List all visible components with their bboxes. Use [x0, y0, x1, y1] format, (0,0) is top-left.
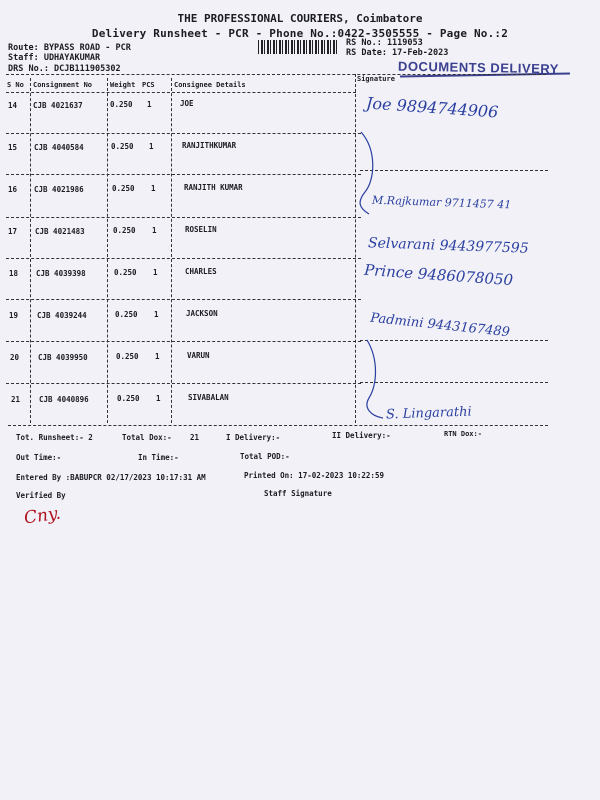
total-dox-label: Total Dox:- — [122, 433, 172, 442]
row-pcs: 1 — [151, 184, 156, 193]
col-header-pcs: PCS — [142, 81, 155, 89]
total-pod-label: Total POD:- — [240, 452, 290, 461]
rs-number: RS No.: 1119053 — [346, 38, 423, 48]
row-sno: 17 — [8, 227, 18, 236]
row-weight: 0.250 — [111, 142, 134, 151]
out-time-label: Out Time:- — [16, 453, 62, 462]
brace-upper — [360, 132, 373, 214]
row-pcs: 1 — [155, 352, 160, 361]
row-weight: 0.250 — [116, 352, 139, 361]
row-sno: 15 — [8, 143, 18, 152]
row-consignee: JOE — [180, 99, 194, 108]
printed-on: Printed On: 17-02-2023 10:22:59 — [244, 471, 384, 480]
row-rule — [6, 299, 361, 300]
row-pcs: 1 — [149, 142, 154, 151]
signature-row-17: Selvarani 9443977595 — [367, 235, 529, 257]
entered-by: Entered By :BABUPCR 02/17/2023 10:17:31 AM — [16, 473, 206, 482]
row-rule — [6, 258, 361, 259]
row-weight: 0.250 — [112, 184, 135, 193]
signature-row-16: M.Rajkumar 9711457 41 — [371, 193, 512, 212]
row-consignment: CJB 4040896 — [39, 395, 89, 404]
signature-row-14: Joe 9894744906 — [365, 93, 499, 122]
rs-date: RS Date: 17-Feb-2023 — [346, 48, 449, 58]
col-divider-3 — [171, 78, 172, 423]
row-weight: 0.250 — [117, 394, 140, 403]
row-weight: 0.250 — [113, 226, 136, 235]
row-consignee: RANJITH KUMAR — [184, 183, 243, 192]
row-pcs: 1 — [152, 226, 157, 235]
signature-row-19: Padmini 9443167489 — [369, 310, 511, 341]
row-pcs: 1 — [156, 394, 161, 403]
col-header-signature: Signature — [357, 75, 395, 83]
row-sno: 20 — [10, 353, 20, 362]
row-rule — [6, 341, 361, 342]
row-sno: 21 — [11, 395, 21, 404]
brace-lower — [367, 340, 383, 418]
i-delivery-label: I Delivery:- — [226, 433, 281, 442]
verifier-signature: Cny. — [22, 503, 62, 529]
row-consignee: ROSELIN — [185, 225, 217, 234]
company-title: THE PROFESSIONAL COURIERS, Coimbatore — [177, 12, 423, 25]
rtn-dox-label: RTN Dox:- — [444, 430, 482, 438]
row-consignment: CJB 4039398 — [36, 269, 86, 278]
table-top-rule — [6, 74, 546, 75]
row-consignment: CJB 4040584 — [34, 143, 84, 152]
row-consignment: CJB 4021637 — [33, 101, 83, 110]
signature-row-18: Prince 9486078050 — [363, 260, 514, 290]
row-rule — [6, 133, 361, 134]
handwritten-brace-marks — [355, 130, 395, 430]
row-weight: 0.250 — [110, 100, 133, 109]
row-consignment: CJB 4039950 — [38, 353, 88, 362]
staff-label: Staff: UDHAYAKUMAR — [8, 53, 101, 63]
row-consignee: SIVABALAN — [188, 393, 229, 402]
table-bottom-rule — [8, 425, 548, 426]
drs-number: DRS No.: DCJB111905302 — [8, 64, 121, 74]
row-consignee: CHARLES — [185, 267, 217, 276]
documents-delivery-stamp: DOCUMENTS DELIVERY — [397, 58, 560, 77]
row-rule — [6, 174, 361, 175]
col-divider-2 — [107, 78, 108, 423]
total-dox-value: 21 — [190, 433, 200, 442]
row-pcs: 1 — [153, 268, 158, 277]
col-header-weight: Weight — [110, 81, 136, 89]
tot-runsheet: Tot. Runsheet:- 2 — [16, 433, 93, 442]
row-sno: 16 — [8, 185, 18, 194]
signature-row-21: S. Lingarathi — [385, 404, 472, 423]
row-consignee: JACKSON — [186, 309, 218, 318]
row-weight: 0.250 — [115, 310, 138, 319]
row-sno: 14 — [8, 101, 18, 110]
row-consignee: RANJITHKUMAR — [182, 141, 237, 150]
row-weight: 0.250 — [114, 268, 137, 277]
col-header-consignment: Consignment No — [33, 81, 93, 89]
row-sno: 18 — [9, 269, 19, 278]
runsheet-subtitle: Delivery Runsheet - PCR - Phone No.:0422-3505555 - Page No.:2 — [91, 27, 509, 40]
row-consignment: CJB 4021986 — [34, 185, 84, 194]
row-sno: 19 — [9, 311, 19, 320]
row-pcs: 1 — [147, 100, 152, 109]
row-consignment: CJB 4021483 — [35, 227, 85, 236]
route-label: Route: BYPASS ROAD - PCR — [8, 43, 131, 53]
verified-by-label: Verified By — [16, 491, 66, 500]
barcode — [258, 40, 338, 54]
staff-signature-label: Staff Signature — [264, 489, 332, 498]
row-consignee: VARUN — [187, 351, 210, 360]
row-pcs: 1 — [154, 310, 159, 319]
row-rule — [6, 383, 361, 384]
col-header-sno: S No — [7, 81, 24, 89]
row-rule — [6, 217, 361, 218]
header-bottom-rule — [6, 92, 356, 93]
col-header-consignee: Consignee Details — [174, 81, 246, 89]
in-time-label: In Time:- — [138, 453, 179, 462]
row-consignment: CJB 4039244 — [37, 311, 87, 320]
col-divider-1 — [30, 78, 31, 423]
ii-delivery-label: II Delivery:- — [332, 431, 391, 440]
